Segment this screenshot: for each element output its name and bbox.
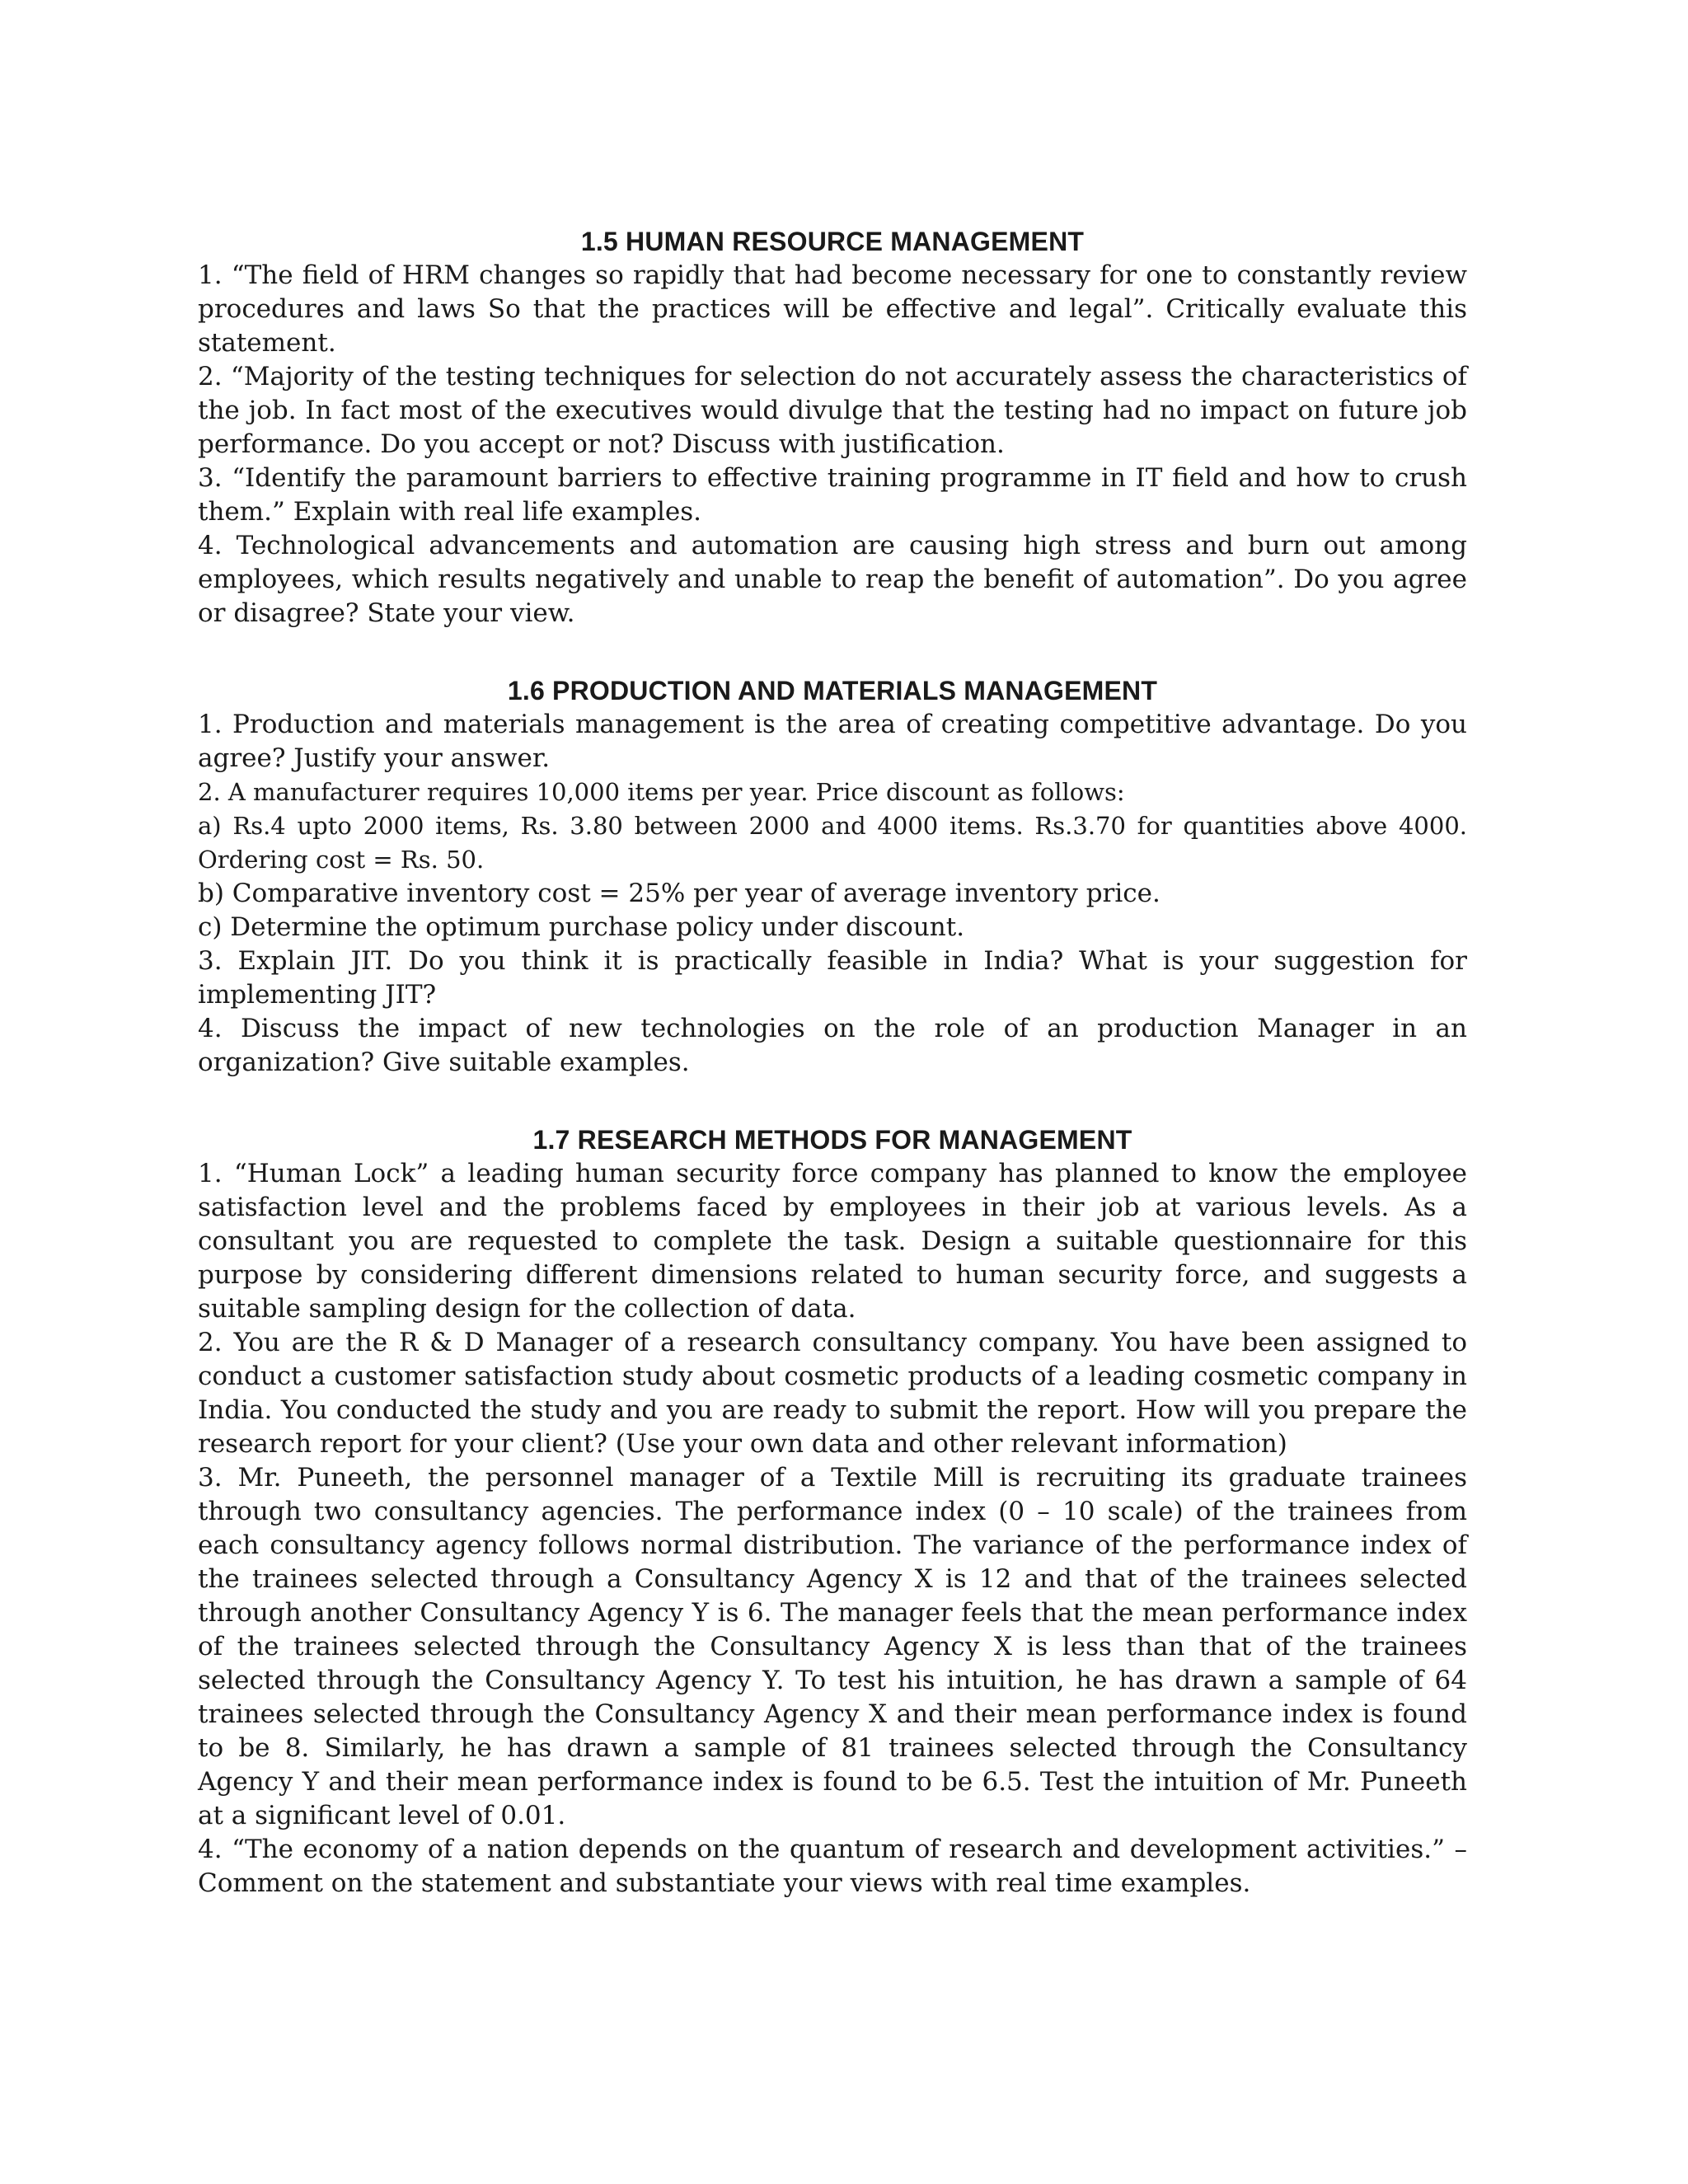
question-subitem: a) Rs.4 upto 2000 items, Rs. 3.80 between 2000 and 4000 items. Rs.3.70 for quantities above 4000. Ordering cost = Rs. 50. bbox=[198, 812, 1467, 874]
question-item: 3. “Identify the paramount barriers to effective training programme in IT field and how to crush them.” Explain with real life examples. bbox=[198, 463, 1467, 527]
question-item: 4. “The economy of a nation depends on the quantum of research and development activities.” – Comment on the statement and substantiate your views with real time examples. bbox=[198, 1835, 1467, 1898]
question-item: 3. Mr. Puneeth, the personnel manager of a Textile Mill is recruiting its graduate trainees through two consultancy agencies. The performance index (0 – 10 scale) of the trainees from each consultancy agency follows normal distribution. The variance of the performance index of the trainees selected through a Consultancy Agency X is 12 and that of the trainees selected through another Consultancy Agency Y is 6. The manager feels that the mean performance index of the trainees selected through the Consultancy Agency X is less than that of the trainees selected through the Consultancy Agency Y. To test his intuition, he has drawn a sample of 64 trainees selected through the Consultancy Agency X and their mean performance index is found to be 8. Similarly, he has drawn a sample of 81 trainees selected through the Consultancy Agency Y and their mean performance index is found to be 6.5. Test the intuition of Mr. Puneeth at a significant level of 0.01. bbox=[198, 1463, 1467, 1830]
question-item: 3. Explain JIT. Do you think it is practically feasible in India? What is your suggestion for implementing JIT? bbox=[198, 946, 1467, 1010]
section-heading: 1.5 HUMAN RESOURCE MANAGEMENT bbox=[580, 227, 1085, 256]
question-item: 1. “The field of HRM changes so rapidly that had become necessary for one to constantly review procedures and laws So that the practices will be effective and legal”. Critically evaluate this statement. bbox=[198, 260, 1467, 358]
section-heading: 1.6 PRODUCTION AND MATERIALS MANAGEMENT bbox=[507, 676, 1158, 705]
question-item: 4. Technological advancements and automation are causing high stress and burn out among employees, which results negatively and unable to reap the benefit of automation”. Do you agree or disagree? State your view. bbox=[198, 531, 1467, 628]
question-item: 2. A manufacturer requires 10,000 items per year. Price discount as follows: bbox=[198, 778, 1125, 806]
question-item: 2. You are the R & D Manager of a research consultancy company. You have been assigned to conduct a customer satisfaction study about cosmetic products of a leading cosmetic company in India. You conducted the study and you are ready to submit the report. How will you prepare the research report for your client? (Use your own data and other relevant information) bbox=[198, 1328, 1467, 1459]
question-item: 4. Discuss the impact of new technologies on the role of an production Manager in an organization? Give suitable examples. bbox=[198, 1014, 1467, 1077]
question-item: 1. Production and materials management is the area of creating competitive advantage. Do you agree? Justify your answer. bbox=[198, 710, 1467, 773]
question-item: 1. “Human Lock” a leading human security force company has planned to know the employee satisfaction level and the problems faced by employees in their job at various levels. As a consultant you are requested to complete the task. Design a suitable questionnaire for this purpose by considering different dimensions related to human security force, and suggests a suitable sampling design for the collection of data. bbox=[198, 1159, 1467, 1324]
section-hrm bbox=[198, 224, 1467, 630]
section-research-methods bbox=[198, 1122, 1467, 1900]
section-heading: 1.7 RESEARCH METHODS FOR MANAGEMENT bbox=[532, 1125, 1132, 1155]
question-subitem: b) Comparative inventory cost = 25% per year of average inventory price. bbox=[198, 879, 1160, 908]
document-page bbox=[198, 224, 1467, 1943]
question-item: 2. “Majority of the testing techniques for selection do not accurately assess the characteristics of the job. In fact most of the executives would divulge that the testing had no impact on future job performance. Do you accept or not? Discuss with justification. bbox=[198, 362, 1467, 459]
section-production-materials bbox=[198, 673, 1467, 1080]
question-subitem: c) Determine the optimum purchase policy under discount. bbox=[198, 912, 965, 942]
